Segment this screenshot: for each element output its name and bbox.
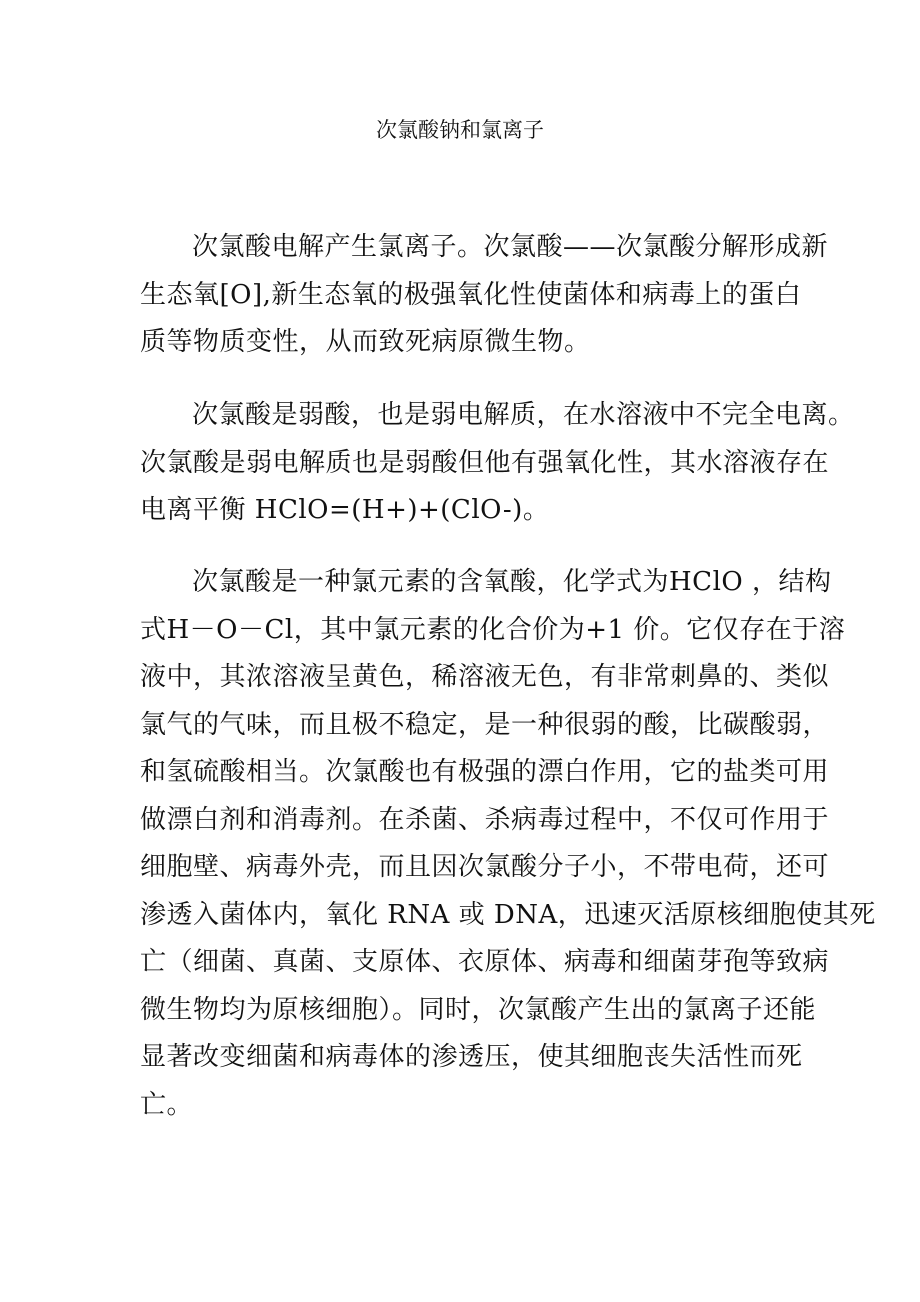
text-line: 液中，其浓溶液呈黄色，稀溶液无色，有非常刺鼻的、类似 — [140, 662, 830, 692]
text-line: 氯气的气味，而且极不稳定，是一种很弱的酸，比碳酸弱， — [140, 709, 830, 740]
paragraph-1 — [140, 224, 829, 367]
text-line: 次氯酸电解产生氯离子。次氯酸——次氯酸分解形成新 — [192, 232, 829, 262]
text-line: 渗透入菌体内，氧化 RNA 或 DNA，迅速灭活原核细胞使其死 — [140, 899, 876, 930]
document-title: 次氯酸钠和氯离子 — [376, 118, 544, 142]
text-line: 式H－O－Cl，其中氯元素的化合价为+1 价。它仅存在于溶 — [140, 614, 846, 645]
paragraph-3 — [140, 559, 876, 1129]
text-line: 亡。 — [140, 1089, 194, 1120]
text-line: 细胞壁、病毒外壳，而且因次氯酸分子小，不带电荷，还可 — [140, 852, 830, 882]
text-line: 次氯酸是弱酸，也是弱电解质，在水溶液中不完全电离。 — [192, 400, 855, 430]
text-line: 质等物质变性，从而致死病原微生物。 — [140, 327, 591, 357]
text-line: 和氢硫酸相当。次氯酸也有极强的漂白作用，它的盐类可用 — [140, 757, 830, 787]
text-line: 次氯酸是一种氯元素的含氧酸，化学式为HClO ，结构 — [192, 567, 832, 597]
text-line: 亡（细菌、真菌、支原体、衣原体、病毒和细菌芽孢等致病 — [140, 947, 830, 977]
paragraph-2 — [140, 392, 855, 535]
text-line: 电离平衡 HClO=(H+)+(ClO-)。 — [140, 495, 550, 525]
text-line: 次氯酸是弱电解质也是弱酸但他有强氧化性，其水溶液存在 — [140, 447, 830, 478]
text-line: 微生物均为原核细胞）。同时，次氯酸产生出的氯离子还能 — [140, 994, 817, 1025]
text-line: 做漂白剂和消毒剂。在杀菌、杀病毒过程中，不仅可作用于 — [140, 804, 830, 835]
text-line: 生态氧[O],新生态氧的极强氧化性使菌体和病毒上的蛋白 — [140, 279, 802, 310]
text-line: 显著改变细菌和病毒体的渗透压，使其细胞丧失活性而死 — [140, 1042, 803, 1072]
